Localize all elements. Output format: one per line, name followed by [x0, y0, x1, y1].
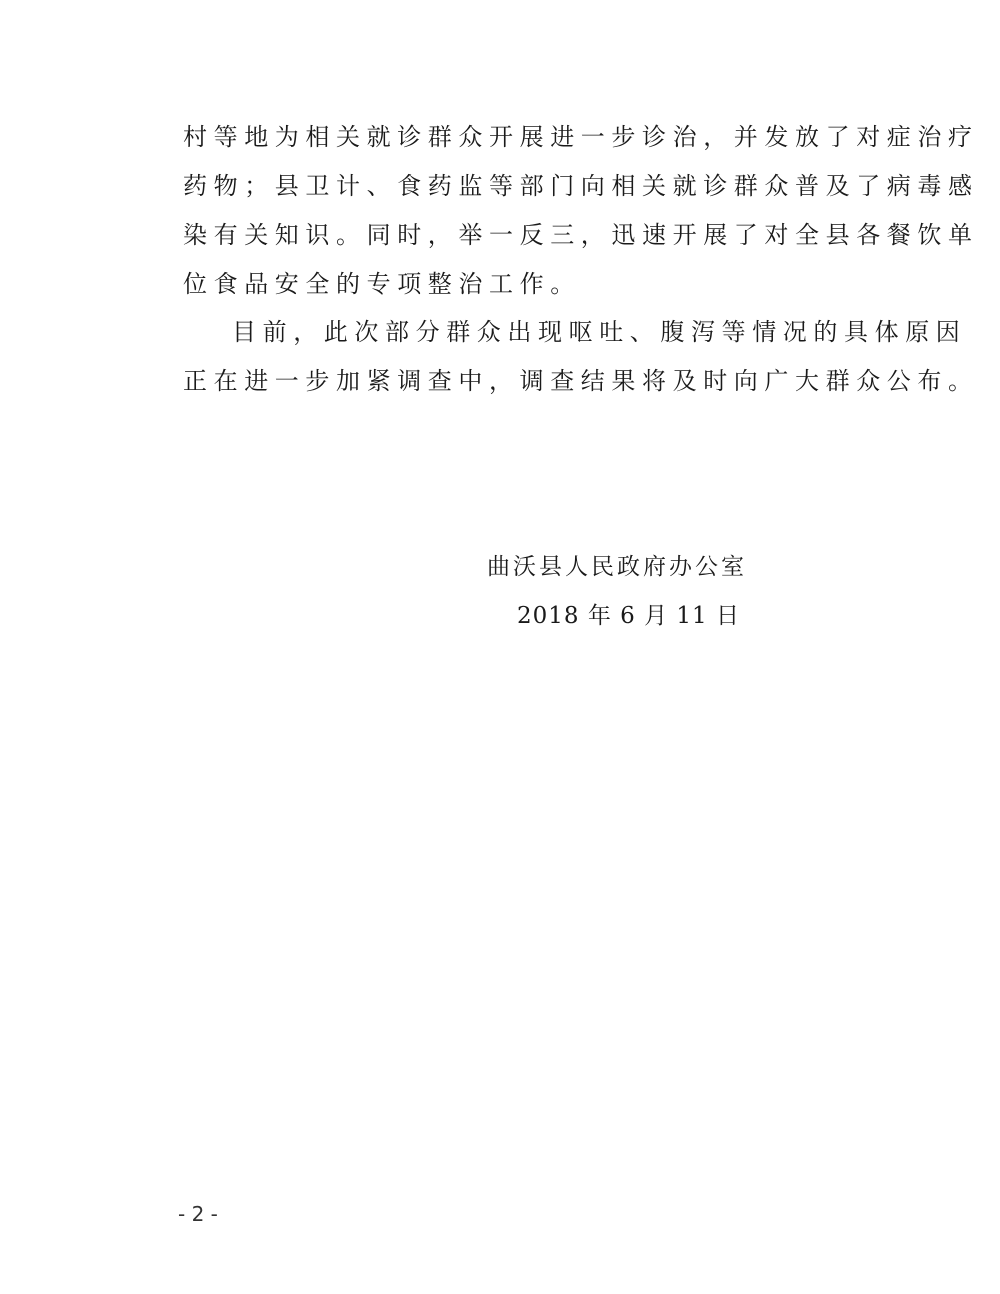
body-text-line: 村等地为相关就诊群众开展进一步诊治，并发放了对症治疗: [183, 123, 979, 151]
page-number: - 2 -: [178, 1202, 218, 1226]
body-text-line: 正在进一步加紧调查中，调查结果将及时向广大群众公布。: [183, 367, 979, 395]
body-text-line: 染有关知识。同时，举一反三，迅速开展了对全县各餐饮单: [183, 221, 979, 249]
issue-date: 2018 年 6 月 11 日: [517, 603, 740, 629]
body-text-line: 位食品安全的专项整治工作。: [183, 270, 581, 298]
issuing-office: 曲沃县人民政府办公室: [487, 554, 747, 580]
body-text-line: 药物；县卫计、食药监等部门向相关就诊群众普及了病毒感: [183, 172, 979, 200]
paragraph-start-line: 目前，此次部分群众出现呕吐、腹泻等情况的具体原因: [232, 318, 967, 346]
